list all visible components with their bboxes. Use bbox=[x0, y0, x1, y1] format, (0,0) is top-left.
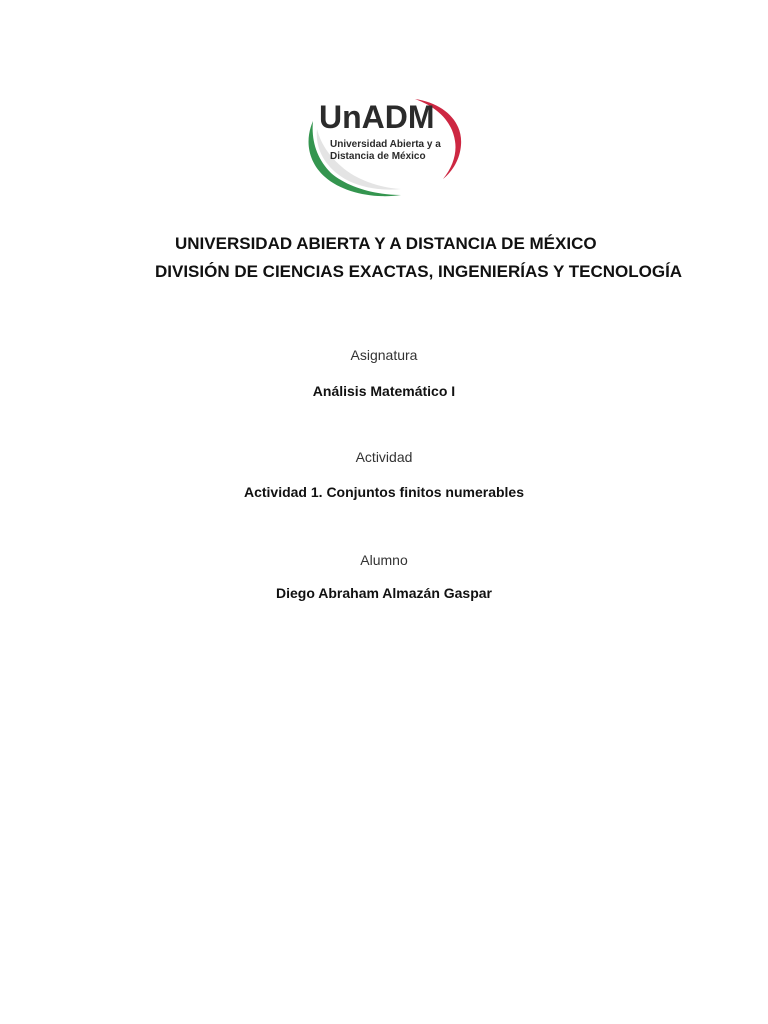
logo-subtitle-line-1: Universidad Abierta y a bbox=[330, 139, 441, 150]
student-value: Diego Abraham Almazán Gaspar bbox=[275, 585, 493, 601]
activity-value: Actividad 1. Conjuntos finitos numerables bbox=[243, 484, 525, 500]
division-heading: DIVISIÓN DE CIENCIAS EXACTAS, INGENIERÍAS Y TECNOLOGÍA bbox=[155, 262, 683, 281]
logo-subtitle bbox=[330, 139, 441, 163]
logo-title: UnADM bbox=[319, 99, 435, 135]
university-heading: UNIVERSIDAD ABIERTA Y A DISTANCIA DE MÉXICO bbox=[175, 234, 597, 253]
unadm-logo bbox=[303, 93, 467, 199]
activity-label: Actividad bbox=[355, 449, 413, 465]
subject-label: Asignatura bbox=[350, 347, 418, 363]
student-label: Alumno bbox=[360, 552, 408, 568]
subject-value: Análisis Matemático I bbox=[312, 383, 456, 399]
logo-subtitle-line-2: Distancia de México bbox=[330, 151, 426, 162]
